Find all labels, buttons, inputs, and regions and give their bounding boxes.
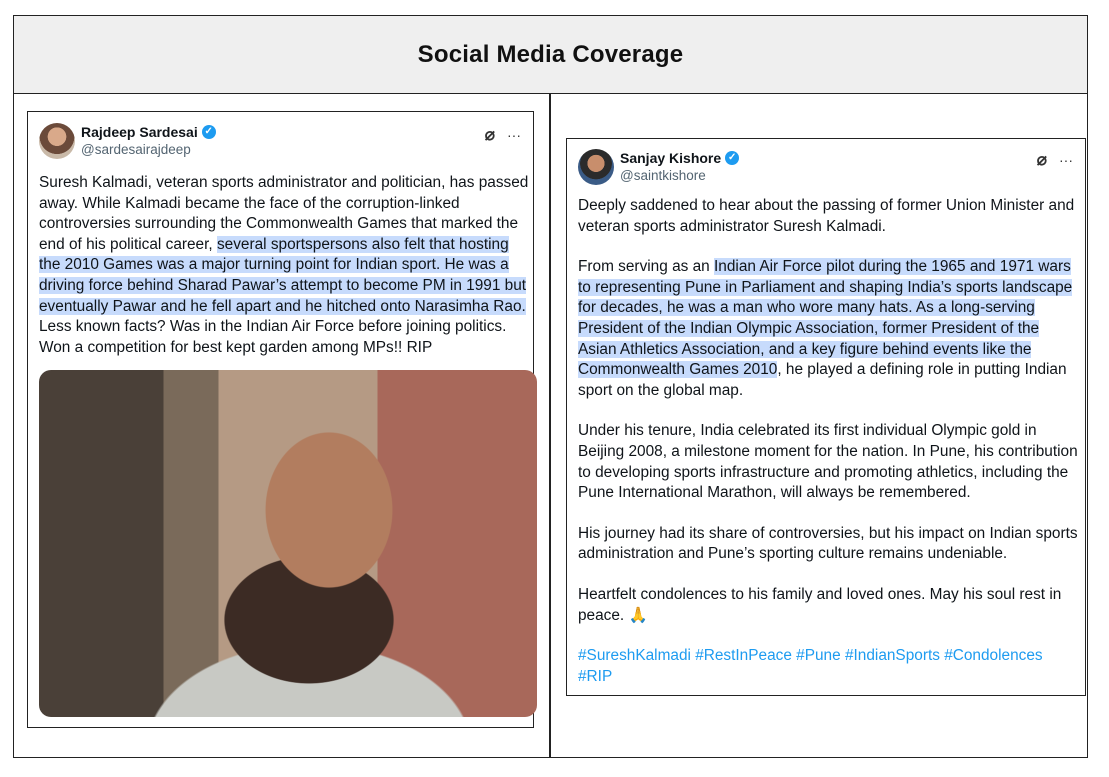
more-icon[interactable]: ··· [1059,152,1073,168]
tweet-text-part: Less known facts? Was in the Indian Air Force before joining politics. Won a competition for best kept garden among MPs!! RIP [39,318,507,356]
display-name[interactable]: Rajdeep Sardesai [81,124,198,140]
paragraph: Under his tenure, India celebrated its first individual Olympic gold in Beijing 2008, a milestone moment for the nation. In Pune, his contribution to developing sports infrastructure and promoting athletics, including the Pune International Marathon, will always be remembered. [578,422,1078,502]
highlighted-text: Indian Air Force pilot during the 1965 and 1971 wars to representing Pune in Parliament and shaping India’s sports landscape for decades, he was a man who wore many hats. As a long-serving President of the Indian Olympic Association, former President of the Asian Athletics Association, and a key figure behind events like the Commonwealth Games 2010 [578,258,1073,379]
header [14,16,1087,94]
more-icon[interactable]: ··· [507,127,521,143]
display-name[interactable]: Sanjay Kishore [620,150,722,166]
slashed-circle-icon[interactable]: ⌀ [1036,150,1047,169]
page-title: Social Media Coverage [417,40,684,68]
tweet-author[interactable] [39,123,216,159]
verified-badge-icon: ✓ [202,125,216,139]
tweet-text [39,173,529,358]
avatar[interactable] [39,123,75,159]
tweet-author[interactable] [578,149,739,185]
tweet-text-part: , he played a defining role in putting Indian sport on the global map. [578,361,1067,399]
paragraph [578,257,1078,401]
avatar[interactable] [578,149,614,185]
highlighted-text: several sportspersons also felt that hosting the 2010 Games was a major turning point for Indian sport. He was a driving force behind Sharad Pawar’s attempt to become PM in 1991 but eventually Pawar and he fell apart and he hitched onto Narasimha Rao. [39,235,527,315]
tweet-tools [485,125,521,145]
tweet-tools [1037,150,1073,170]
hashtags[interactable]: #SureshKalmadi #RestInPeace #Pune #IndianSports #Condolences #RIP [578,647,1043,685]
tweet-text-part: From serving as an [578,258,714,276]
tweet-text [578,196,1078,687]
user-handle[interactable]: @sardesairajdeep [81,142,191,157]
verified-badge-icon: ✓ [725,151,739,165]
paragraph: Heartfelt condolences to his family and loved ones. May his soul rest in peace. 🙏 [578,585,1062,624]
tweet-photo[interactable] [39,370,537,717]
tweet-text-part: Suresh Kalmadi, veteran sports administrator and politician, has passed away. While Kalmadi became the face of the corruption-linked controversies surrounding the Commonwealth Games that marked the end of his political career, [39,174,529,253]
paragraph: His journey had its share of controversies, but his impact on Indian sports administration and Pune’s sporting culture remains undeniable. [578,524,1078,563]
paragraph: Deeply saddened to hear about the passing of former Union Minister and veteran sports administrator Suresh Kalmadi. [578,197,1075,235]
slashed-circle-icon[interactable]: ⌀ [484,125,495,144]
tweet-card-left[interactable] [27,111,534,728]
user-handle[interactable]: @saintkishore [620,168,706,183]
column-divider [549,94,551,757]
coverage-frame [13,15,1088,758]
tweet-card-right[interactable] [566,138,1086,696]
